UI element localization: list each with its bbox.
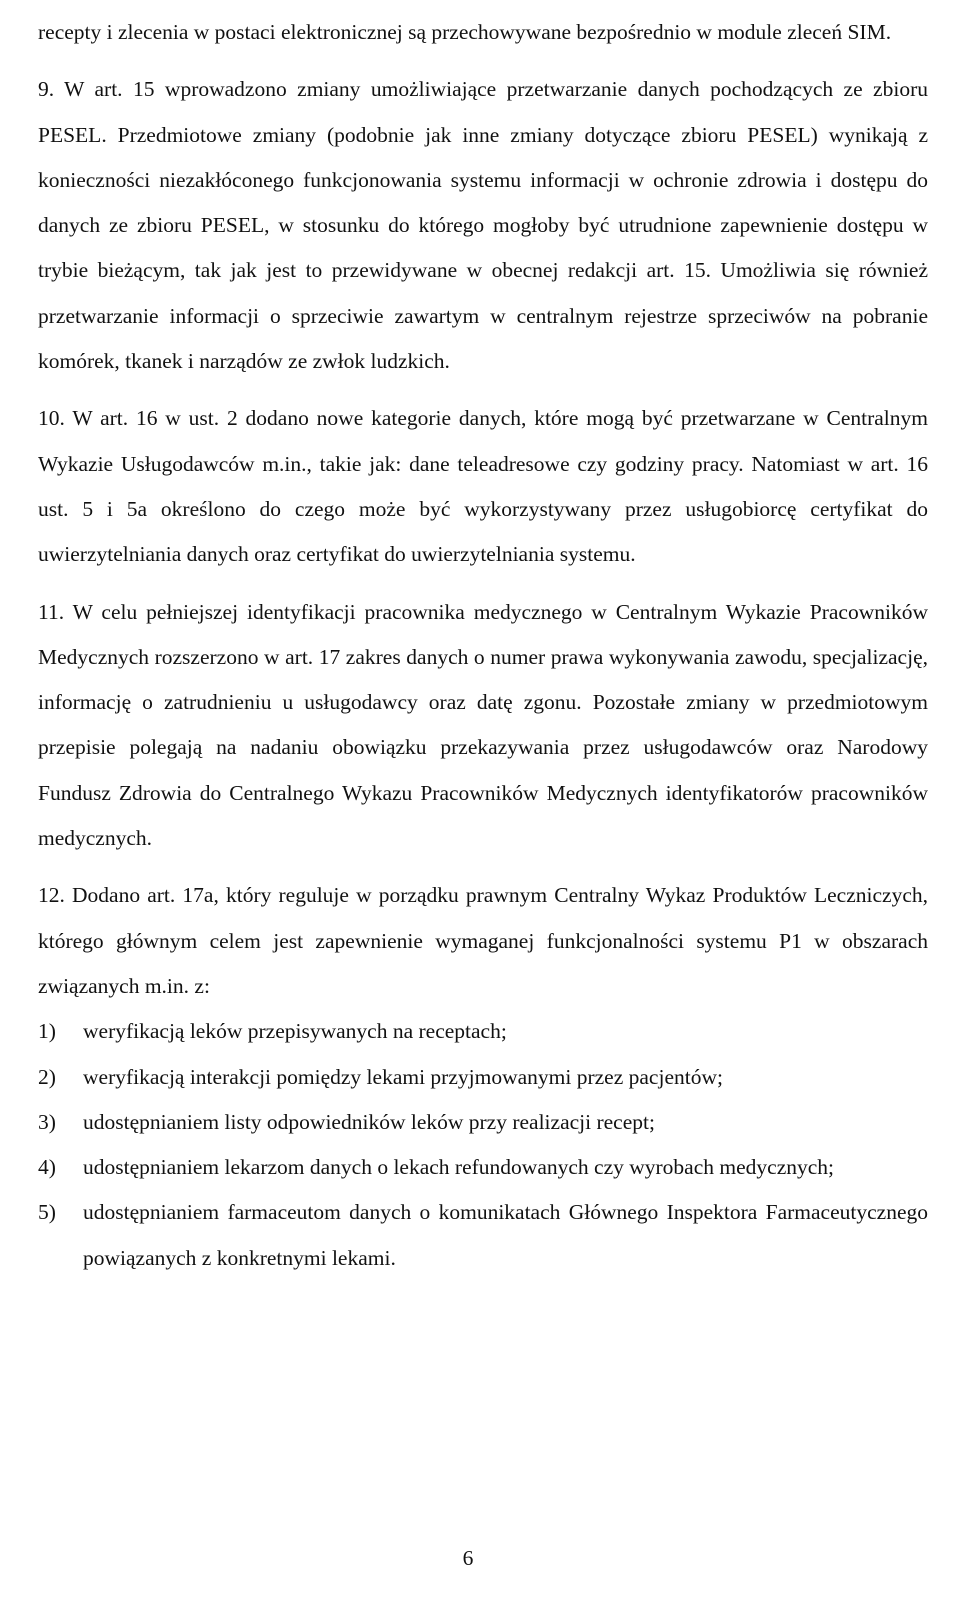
list-item-text: udostępnianiem farmaceutom danych o komunikatach Głównego Inspektora Farmaceutycznego powiązanych z konkretnymi lekami.	[83, 1200, 928, 1270]
item-number: 12.	[38, 883, 65, 908]
item-number: 10.	[38, 406, 65, 431]
document-page	[38, 0, 928, 1616]
item-12	[38, 873, 928, 1009]
list-item-number: 5)	[38, 1200, 56, 1225]
list-item-text: weryfikacją interakcji pomiędzy lekami przyjmowanymi przez pacjentów;	[83, 1064, 723, 1089]
page-number: 6	[462, 1546, 474, 1570]
list-item-number: 4)	[38, 1155, 56, 1180]
item-9	[38, 67, 928, 384]
list-item-number: 1)	[38, 1019, 56, 1044]
item-text: W art. 15 wprowadzono zmiany umożliwiające przetwarzanie danych pochodzących ze zbioru PESEL. Przedmiotowe zmiany (podobnie jak inne zmiany dotyczące zbioru PESEL) wynikają z konieczności niezakłóconego funkcjonowania systemu informacji w ochronie zdrowia i dostępu do danych ze zbioru PESEL, w stosunku do którego mogłoby być utrudnione zapewnienie dostępu w trybie bieżącym, tak jak jest to przewidywane w obecnej redakcji art. 15. Umożliwia się również przetwarzanie informacji o sprzeciwie zawartym w centralnym rejestrze sprzeciwów na pobranie komórek, tkanek i narządów ze zwłok ludzkich.	[38, 77, 928, 374]
item-11	[38, 590, 928, 862]
item-10	[38, 396, 928, 577]
item-text: W celu pełniejszej identyfikacji pracownika medycznego w Centralnym Wykazie Pracowników Medycznych rozszerzono w art. 17 zakres danych o numer prawa wykonywania zawodu, specjalizację, informację o zatrudnieniu u usługodawcy oraz datę zgonu. Pozostałe zmiany w przedmiotowym przepisie polegają na nadaniu obowiązku przekazywania przez usługodawców oraz Narodowy Fundusz Zdrowia do Centralnego Wykazu Pracowników Medycznych identyfikatorów pracowników medycznych.	[38, 599, 928, 851]
list-item	[38, 1055, 928, 1100]
item-number: 9.	[38, 77, 55, 102]
list-item-number: 3)	[38, 1109, 56, 1134]
sub-list	[38, 1009, 928, 1281]
list-item	[38, 1190, 928, 1281]
continuation-paragraph: recepty i zlecenia w postaci elektronicznej są przechowywane bezpośrednio w module zleceń SIM.	[38, 20, 892, 44]
list-item	[38, 1145, 928, 1190]
item-text: Dodano art. 17a, który reguluje w porządku prawnym Centralny Wykaz Produktów Leczniczych, którego głównym celem jest zapewnienie wymaganej funkcjonalności systemu P1 w obszarach związanych m.in. z:	[38, 883, 928, 998]
list-item-text: udostępnianiem listy odpowiedników leków przy realizacji recept;	[83, 1109, 655, 1134]
list-item-text: weryfikacją leków przepisywanych na receptach;	[83, 1019, 507, 1044]
list-item-number: 2)	[38, 1064, 56, 1089]
list-item	[38, 1100, 928, 1145]
item-text: W art. 16 w ust. 2 dodano nowe kategorie danych, które mogą być przetwarzane w Centralnym Wykazie Usługodawców m.in., takie jak: dane teleadresowe czy godziny pracy. Natomiast w art. 16 ust. 5 i 5a określono do czego może być wykorzystywany przez usługobiorcę certyfikat do uwierzytelniania danych oraz certyfikat do uwierzytelniania systemu.	[38, 406, 928, 567]
list-item	[38, 1009, 928, 1054]
item-number: 11.	[38, 599, 65, 624]
list-item-text: udostępnianiem lekarzom danych o lekach refundowanych czy wyrobach medycznych;	[83, 1155, 835, 1180]
